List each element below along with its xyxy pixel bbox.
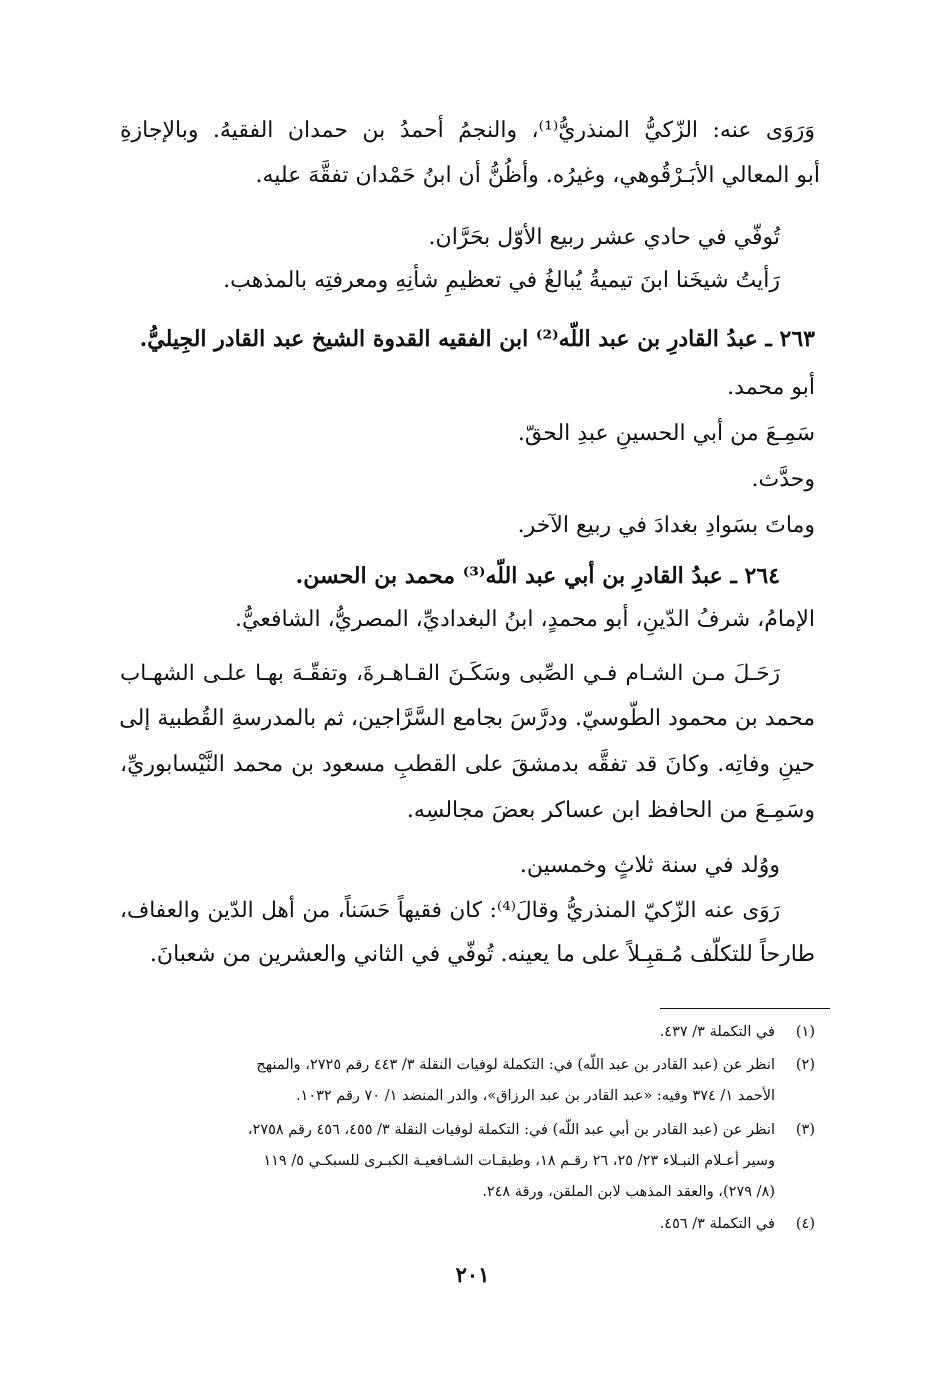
- paragraph-line: رَأيتُ شيخَنا ابنَ تيميةُ يُبالغُ في تعظيمِ شأنِهِ ومعرفتِه بالمذهب.: [223, 268, 780, 293]
- entry-line: ووُلد في سنة ثلاثٍ وخمسين.: [519, 853, 780, 878]
- footnote-2: [115, 1057, 815, 1073]
- entry-line: وماتَ بسَوادِ بغدادَ في ربيع الآخر.: [517, 513, 815, 538]
- entry-line: وسَمِـعَ من الحافظ ابن عساكر بعضَ مجالسِه.: [406, 798, 815, 823]
- entry-heading-263: ٢٦٣ ـ عبدُ القادرِ بن عبد اللّه⁽²⁾ ابن الفقيه القدوة الشيخ عبد القادر الجِيليُّ.: [139, 326, 815, 352]
- footnote-number: (٣): [795, 1122, 815, 1138]
- footnote-number: (١): [795, 1024, 815, 1040]
- footnote-text: في التكملة ٣/ ٤٥٦.: [659, 1216, 775, 1232]
- footnote-text: انظر عن (عبد القادر بن أبي عبد اللّه) في: التكملة لوفيات النقلة ٣/ ٤٥٥، ٤٥٦ رقم ٢٧٥٨،: [247, 1122, 775, 1138]
- entry-line: وحدَّث.: [751, 467, 815, 492]
- footnote-separator: [660, 1008, 830, 1009]
- entry-line: أبو محمد.: [727, 375, 815, 400]
- footnote-3-cont: وسير أعـلام النبـلاء ٢٣/ ٢٥، ٢٦ رقـم ١٨، وطبقـات الشـافعيـة الكبـرى للسبكـي ٥/ ١١٩: [263, 1153, 775, 1169]
- page-number: ٢٠١: [455, 1262, 490, 1287]
- entry-line: سَمِـعَ من أبي الحسينِ عبدِ الحقّ.: [517, 421, 815, 446]
- entry-line: حينِ وفاتِه. وكانَ قد تفقَّه بدمشقَ على القطبِ مسعود بن محمد النَّيْسابوريِّ،: [120, 752, 815, 777]
- footnote-4: [115, 1216, 815, 1232]
- footnote-number: (٤): [795, 1216, 815, 1232]
- entry-heading-264: ٢٦٤ ـ عبدُ القادرِ بن أبي عبد اللّه⁽³⁾ محمد بن الحسن.: [295, 563, 780, 589]
- footnote-1: [115, 1024, 815, 1040]
- entry-line: رَحَـلَ مـن الشـام فـي الصِّبى وسَكَـنَ القـاهـرةَ، وتفقّـهَ بهـا علـى الشهـاب: [120, 661, 780, 686]
- footnote-2-cont: الأحمد ١/ ٣٧٤ وفيه: «عبد القادر بن عبد الرزاق»، والدر المنضد ١/ ٧٠ رقم ١٠٣٢.: [295, 1088, 775, 1104]
- entry-line: طارحاً للتكلّف مُـقبِـلاً على ما يعينه. تُوفّي في الثاني والعشرين من شعبانَ.: [149, 942, 815, 967]
- entry-line: رَوَى عنه الزّكيّ المنذريُّ وقالَ⁽⁴⁾: كان فقيهاً حَسَناً، من أهل الدّين والعفاف،: [120, 898, 781, 923]
- footnote-3-cont: (٨/ ٢٧٩)، والعقد المذهب لابن الملقن، ورقة ٢٤٨.: [482, 1184, 775, 1200]
- paragraph-line: أبو المعالي الأبَـرْقُوهي، وغيرُه. وأظُنُّ أن ابنُ حَمْدان تفقَّهَ عليه.: [255, 163, 820, 188]
- footnote-3: [115, 1122, 815, 1138]
- footnote-text: في التكملة ٣/ ٤٣٧.: [659, 1024, 775, 1040]
- entry-line: محمد بن محمود الطّوسيّ. ودرَّسَ بجامع السَّرَّاجين، ثم بالمدرسةِ القُطبية إلى: [119, 706, 815, 731]
- paragraph-line: وَرَوَى عنه: الزّكيُّ المنذريُّ⁽¹⁾، والنجمُ أحمدُ بن حمدان الفقيهُ. وبالإجازةِ: [120, 118, 815, 143]
- paragraph-line: تُوفّي في حادي عشر ربيع الأوّل بحَرَّان.: [428, 225, 780, 250]
- footnote-text: انظر عن (عبد القادر بن عبد اللّه) في: التكملة لوفيات النقلة ٣/ ٤٤٣ رقم ٢٧٢٥، والمنهج: [256, 1057, 775, 1073]
- entry-line: الإمامُ، شرفُ الدّينِ، أبو محمدٍ، ابنُ البغداديِّ، المصريُّ، الشافعيُّ.: [235, 607, 815, 632]
- footnote-number: (٢): [795, 1057, 815, 1073]
